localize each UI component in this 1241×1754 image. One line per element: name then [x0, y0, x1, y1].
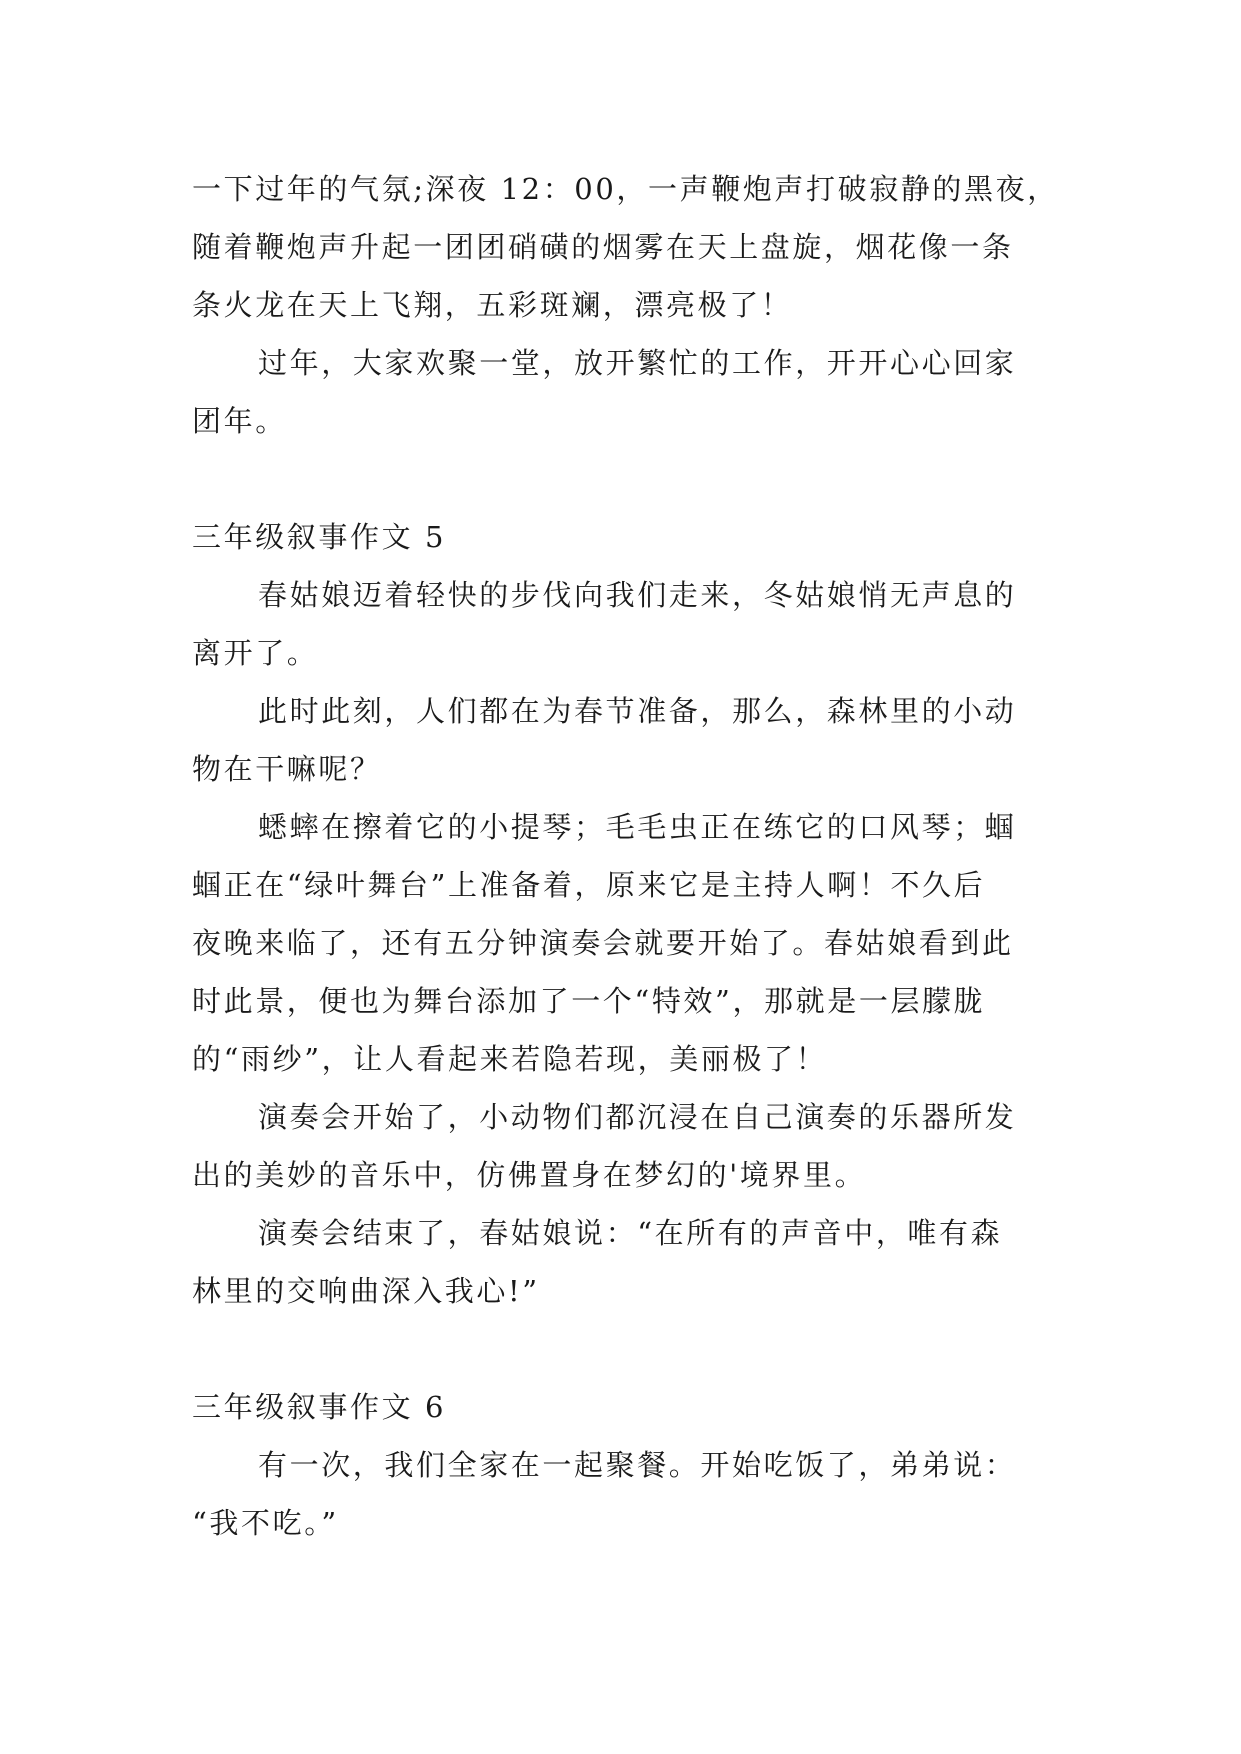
paragraph-line: 蝈正在“绿叶舞台”上准备着，原来它是主持人啊！不久后	[192, 868, 986, 902]
paragraph-line: 演奏会结束了，春姑娘说：“在所有的声音中，唯有森	[258, 1216, 1003, 1250]
paragraph-line: “我不吃。”	[192, 1506, 339, 1540]
paragraph-line: 演奏会开始了，小动物们都沉浸在自己演奏的乐器所发	[258, 1100, 1017, 1134]
paragraph-line: 有一次，我们全家在一起聚餐。开始吃饭了，弟弟说：	[258, 1448, 1017, 1482]
paragraph-line: 春姑娘迈着轻快的步伐向我们走来，冬姑娘悄无声息的	[258, 578, 1017, 612]
paragraph-line: 离开了。	[192, 636, 319, 670]
paragraph	[192, 1436, 1062, 1552]
paragraph-line: 物在干嘛呢？	[192, 752, 382, 786]
paragraph	[192, 1204, 1062, 1320]
document-page	[192, 160, 1062, 1552]
paragraph-line: 随着鞭炮声升起一团团硝磺的烟雾在天上盘旋，烟花像一条	[192, 230, 1014, 264]
paragraph-line: 一下过年的气氛;深夜 12：00，一声鞭炮声打破寂静的黑夜，	[192, 172, 1059, 206]
paragraph	[192, 334, 1062, 450]
section-heading: 三年级叙事作文 5	[192, 520, 447, 554]
paragraph	[192, 566, 1062, 682]
paragraph-line: 蟋蟀在擦着它的小提琴；毛毛虫正在练它的口风琴；蝈	[258, 810, 1017, 844]
paragraph-line: 林里的交响曲深入我心!”	[192, 1274, 540, 1308]
paragraph-line: 条火龙在天上飞翔，五彩斑斓，漂亮极了！	[192, 288, 793, 322]
paragraph-line: 此时此刻，人们都在为春节准备，那么，森林里的小动	[258, 694, 1017, 728]
section-gap	[192, 1320, 1062, 1378]
paragraph	[192, 682, 1062, 798]
paragraph-line: 的“雨纱”，让人看起来若隐若现，美丽极了！	[192, 1042, 828, 1076]
paragraph	[192, 1088, 1062, 1204]
paragraph-line: 时此景，便也为舞台添加了一个“特效”，那就是一层朦胧	[192, 984, 986, 1018]
section-gap	[192, 450, 1062, 508]
paragraph	[192, 798, 1062, 1088]
paragraph-line: 团年。	[192, 404, 287, 438]
paragraph-continuation	[192, 160, 1062, 334]
paragraph-line: 夜晚来临了，还有五分钟演奏会就要开始了。春姑娘看到此	[192, 926, 1014, 960]
paragraph-line: 过年，大家欢聚一堂，放开繁忙的工作，开开心心回家	[258, 346, 1017, 380]
section-heading: 三年级叙事作文 6	[192, 1390, 447, 1424]
paragraph-line: 出的美妙的音乐中，仿佛置身在梦幻的'境界里。	[192, 1158, 867, 1192]
